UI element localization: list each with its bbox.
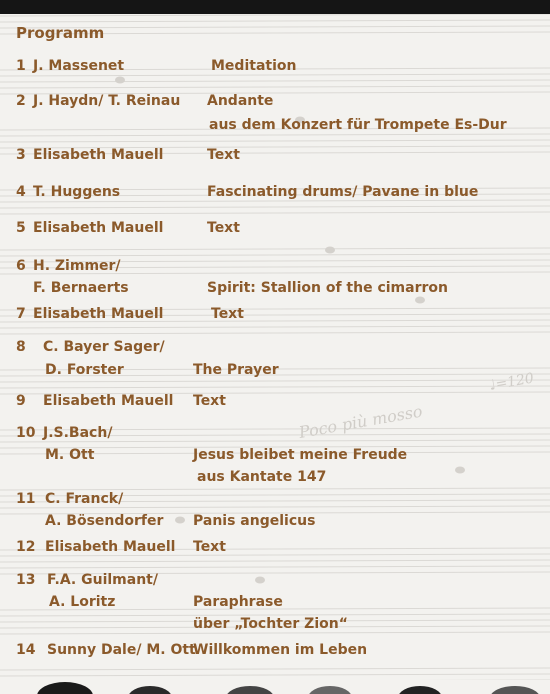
composer: Elisabeth Mauell xyxy=(43,393,174,409)
program-number: 4 xyxy=(16,184,26,200)
composer: C. Bayer Sager/ xyxy=(43,339,165,355)
program-number: 1 xyxy=(16,58,26,74)
svg-text:Poco più mosso: Poco più mosso xyxy=(297,401,424,442)
work-title: Panis angelicus xyxy=(193,513,316,529)
program-number: 14 xyxy=(16,642,36,658)
work-title: Text xyxy=(207,147,240,163)
composer: Elisabeth Mauell xyxy=(33,220,164,236)
composer-secondary: F. Bernaerts xyxy=(33,280,129,296)
composer: F.A. Guilmant/ xyxy=(47,572,158,588)
composer: Elisabeth Mauell xyxy=(33,306,164,322)
program-number: 11 xyxy=(16,491,36,507)
program-number: 9 xyxy=(16,393,26,409)
work-title: Jesus bleibet meine Freude xyxy=(193,447,408,463)
composer: T. Huggens xyxy=(33,184,121,200)
composer-secondary: M. Ott xyxy=(45,447,95,463)
program-number: 12 xyxy=(16,539,36,555)
photo-strip-bottom xyxy=(0,680,550,694)
work-title: The Prayer xyxy=(193,362,279,378)
composer: J.S.Bach/ xyxy=(43,425,113,441)
work-title: Andante xyxy=(207,93,274,109)
work-title: Text xyxy=(207,220,240,236)
composer-secondary: D. Forster xyxy=(45,362,124,378)
composer: Sunny Dale/ M. Ott xyxy=(47,642,196,658)
composer: J. Haydn/ T. Reinau xyxy=(33,93,181,109)
program-number: 3 xyxy=(16,147,26,163)
composer-secondary: A. Loritz xyxy=(49,594,116,610)
program-number: 7 xyxy=(16,306,26,322)
work-title: Spirit: Stallion of the cimarron xyxy=(207,280,448,296)
program-number: 8 xyxy=(16,339,26,355)
work-title: Willkommen im Leben xyxy=(193,642,368,658)
composer-secondary: A. Bösendorfer xyxy=(45,513,164,529)
program-number: 10 xyxy=(16,425,36,441)
photo-strip-top xyxy=(0,0,550,14)
composer: H. Zimmer/ xyxy=(33,258,121,274)
work-subtitle: über „Tochter Zion“ xyxy=(193,616,348,632)
composer: Elisabeth Mauell xyxy=(33,147,164,163)
composer: Elisabeth Mauell xyxy=(45,539,176,555)
work-title: Meditation xyxy=(211,58,297,74)
program-number: 13 xyxy=(16,572,36,588)
page-title: Programm xyxy=(16,24,105,42)
work-title: Text xyxy=(193,539,226,555)
work-title: Text xyxy=(193,393,226,409)
work-subtitle: aus dem Konzert für Trompete Es-Dur xyxy=(209,117,507,133)
composer: J. Massenet xyxy=(33,58,125,74)
program-number: 2 xyxy=(16,93,26,109)
svg-text:♩=120: ♩=120 xyxy=(487,370,536,394)
work-title: Paraphrase xyxy=(193,594,283,610)
work-title: Fascinating drums/ Pavane in blue xyxy=(207,184,479,200)
program-number: 6 xyxy=(16,258,26,274)
program-number: 5 xyxy=(16,220,26,236)
composer: C. Franck/ xyxy=(45,491,124,507)
work-title: Text xyxy=(211,306,244,322)
work-subtitle: aus Kantate 147 xyxy=(197,469,327,485)
